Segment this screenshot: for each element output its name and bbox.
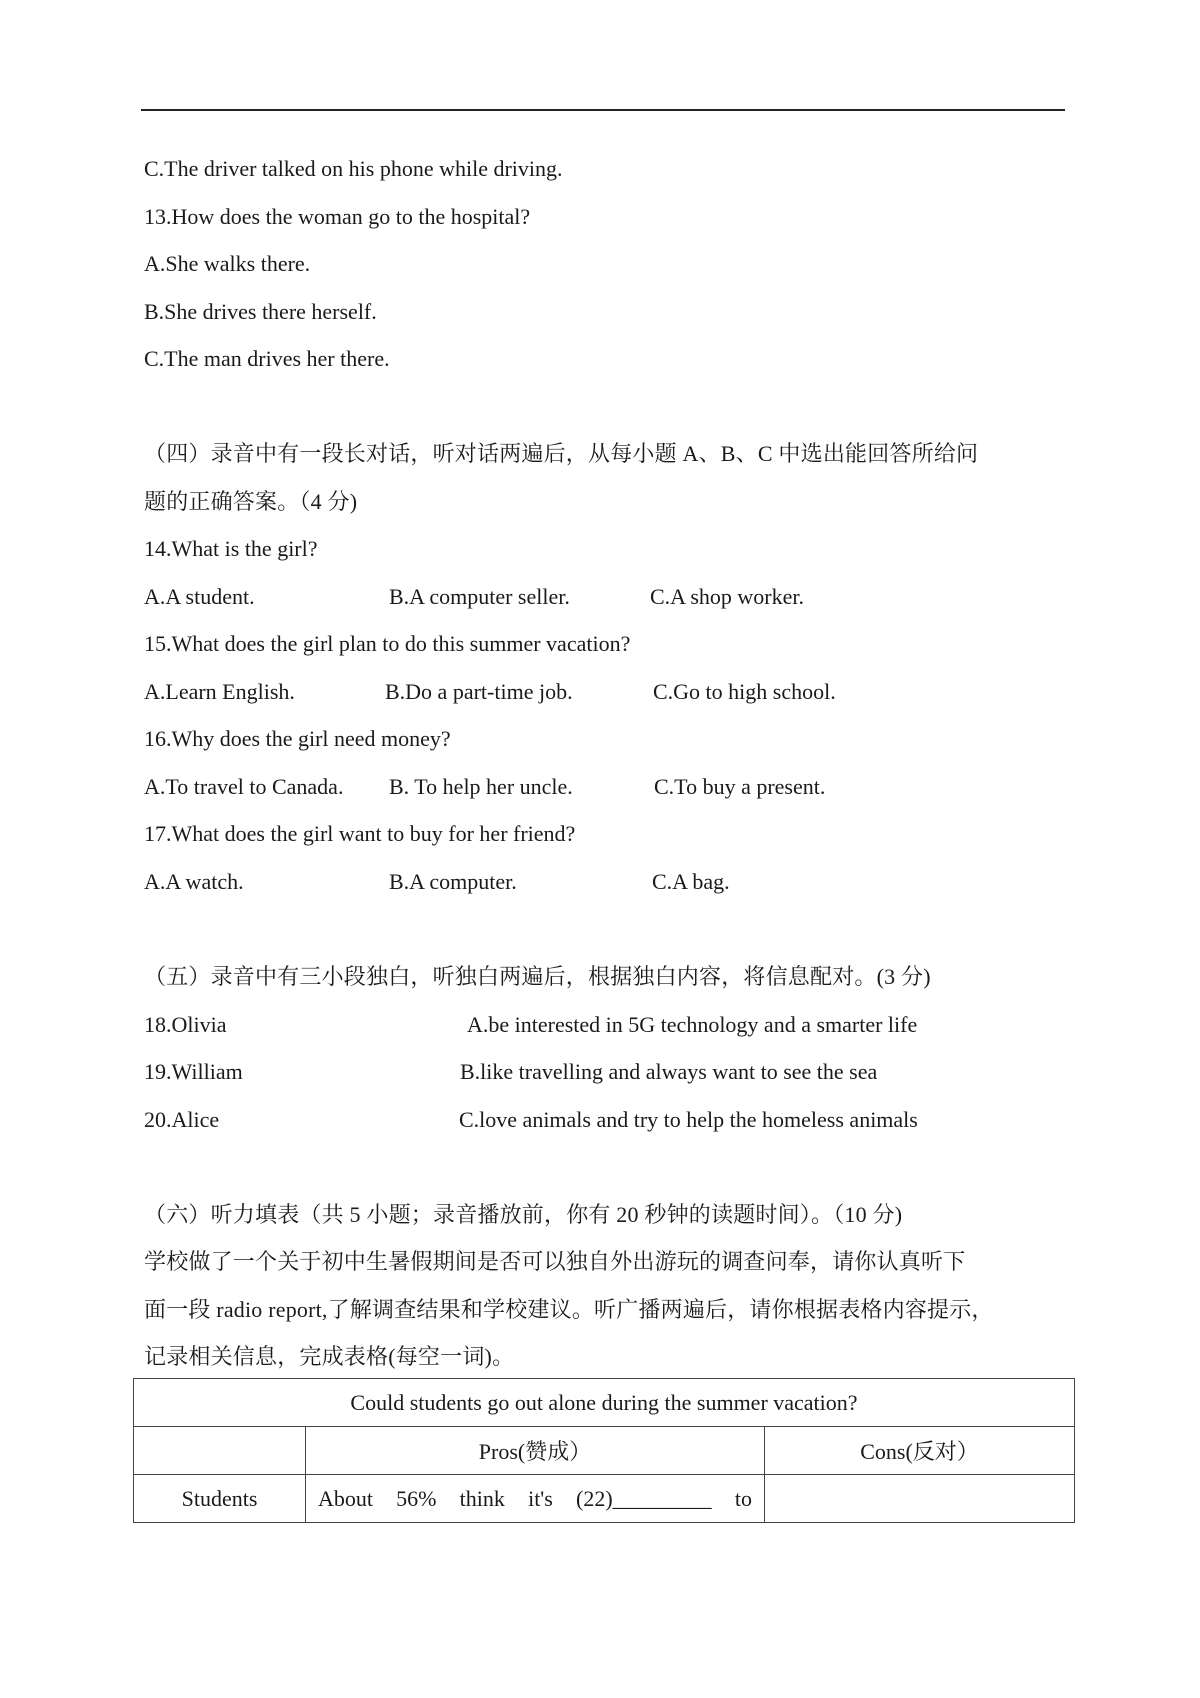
match-name-alice: 20.Alice bbox=[144, 1107, 220, 1132]
table-row-label: Students bbox=[134, 1475, 306, 1523]
q14-option-c: C.A shop worker. bbox=[650, 584, 804, 609]
q17-option-b: B.A computer. bbox=[389, 869, 517, 894]
q17-question: 17.What does the girl want to buy for her friend? bbox=[144, 821, 576, 846]
pros-word: it's bbox=[528, 1485, 553, 1511]
q15-option-a: A.Learn English. bbox=[144, 679, 295, 704]
section6-intro-line2: 面一段 radio report,了解调查结果和学校建议。听广播两遍后，请你根据表格内容提示， bbox=[144, 1297, 994, 1322]
match-name-olivia: 18.Olivia bbox=[144, 1012, 227, 1037]
q13-question: 13.How does the woman go to the hospital? bbox=[144, 204, 531, 229]
survey-table bbox=[133, 1378, 1075, 1523]
section6-intro-line3: 记录相关信息，完成表格(每空一词)。 bbox=[144, 1344, 515, 1369]
q15-question: 15.What does the girl plan to do this summer vacation? bbox=[144, 631, 631, 656]
section5-heading: （五）录音中有三小段独白，听独白两遍后，根据独白内容，将信息配对。(3 分) bbox=[144, 964, 931, 989]
q16-option-c: C.To buy a present. bbox=[654, 774, 826, 799]
q16-option-b: B. To help her uncle. bbox=[389, 774, 573, 799]
match-choice-a: A.be interested in 5G technology and a smarter life bbox=[467, 1012, 918, 1037]
q14-question: 14.What is the girl? bbox=[144, 536, 318, 561]
q17-option-c: C.A bag. bbox=[652, 869, 730, 894]
match-name-william: 19.William bbox=[144, 1059, 243, 1084]
table-header-empty bbox=[134, 1427, 306, 1475]
table-row bbox=[134, 1475, 1075, 1523]
table-title-row bbox=[134, 1379, 1075, 1427]
match-choice-c: C.love animals and try to help the homeless animals bbox=[459, 1107, 918, 1132]
pros-word: 56% bbox=[396, 1485, 437, 1511]
table-cell-pros-students bbox=[306, 1475, 765, 1523]
q14-option-a: A.A student. bbox=[144, 584, 255, 609]
q13-option-b: B.She drives there herself. bbox=[144, 299, 377, 324]
section6-heading: （六）听力填表（共 5 小题；录音播放前，你有 20 秒钟的读题时间）。（10 分) bbox=[144, 1202, 903, 1227]
q15-option-c: C.Go to high school. bbox=[653, 679, 836, 704]
header-rule bbox=[141, 109, 1065, 111]
table-title: Could students go out alone during the summer vacation? bbox=[134, 1379, 1075, 1427]
q13-option-c: C.The man drives her there. bbox=[144, 346, 390, 371]
q13-option-a: A.She walks there. bbox=[144, 251, 311, 276]
q15-option-b: B.Do a part-time job. bbox=[385, 679, 573, 704]
q16-option-a: A.To travel to Canada. bbox=[144, 774, 344, 799]
blank-22[interactable]: (22)_________ bbox=[576, 1485, 712, 1511]
section4-heading-line2: 题的正确答案。（4 分) bbox=[144, 489, 358, 514]
q16-question: 16.Why does the girl need money? bbox=[144, 726, 451, 751]
q14-option-b: B.A computer seller. bbox=[389, 584, 570, 609]
table-cell-cons-students bbox=[765, 1475, 1075, 1523]
table-header-cons: Cons(反对） bbox=[765, 1427, 1075, 1475]
pros-word: to bbox=[734, 1485, 752, 1511]
table-header-pros: Pros(赞成） bbox=[306, 1427, 765, 1475]
section6-intro-line1: 学校做了一个关于初中生暑假期间是否可以独自外出游玩的调查问奉，请你认真听下 bbox=[144, 1249, 966, 1274]
table-header-row bbox=[134, 1427, 1075, 1475]
section4-heading-line1: （四）录音中有一段长对话，听对话两遍后，从每小题 A、B、C 中选出能回答所给问 bbox=[144, 441, 979, 466]
q12-option-c: C.The driver talked on his phone while driving. bbox=[144, 156, 563, 181]
q17-option-a: A.A watch. bbox=[144, 869, 244, 894]
pros-word: think bbox=[459, 1485, 505, 1511]
match-choice-b: B.like travelling and always want to see the sea bbox=[460, 1059, 878, 1084]
pros-word: About bbox=[318, 1485, 373, 1511]
